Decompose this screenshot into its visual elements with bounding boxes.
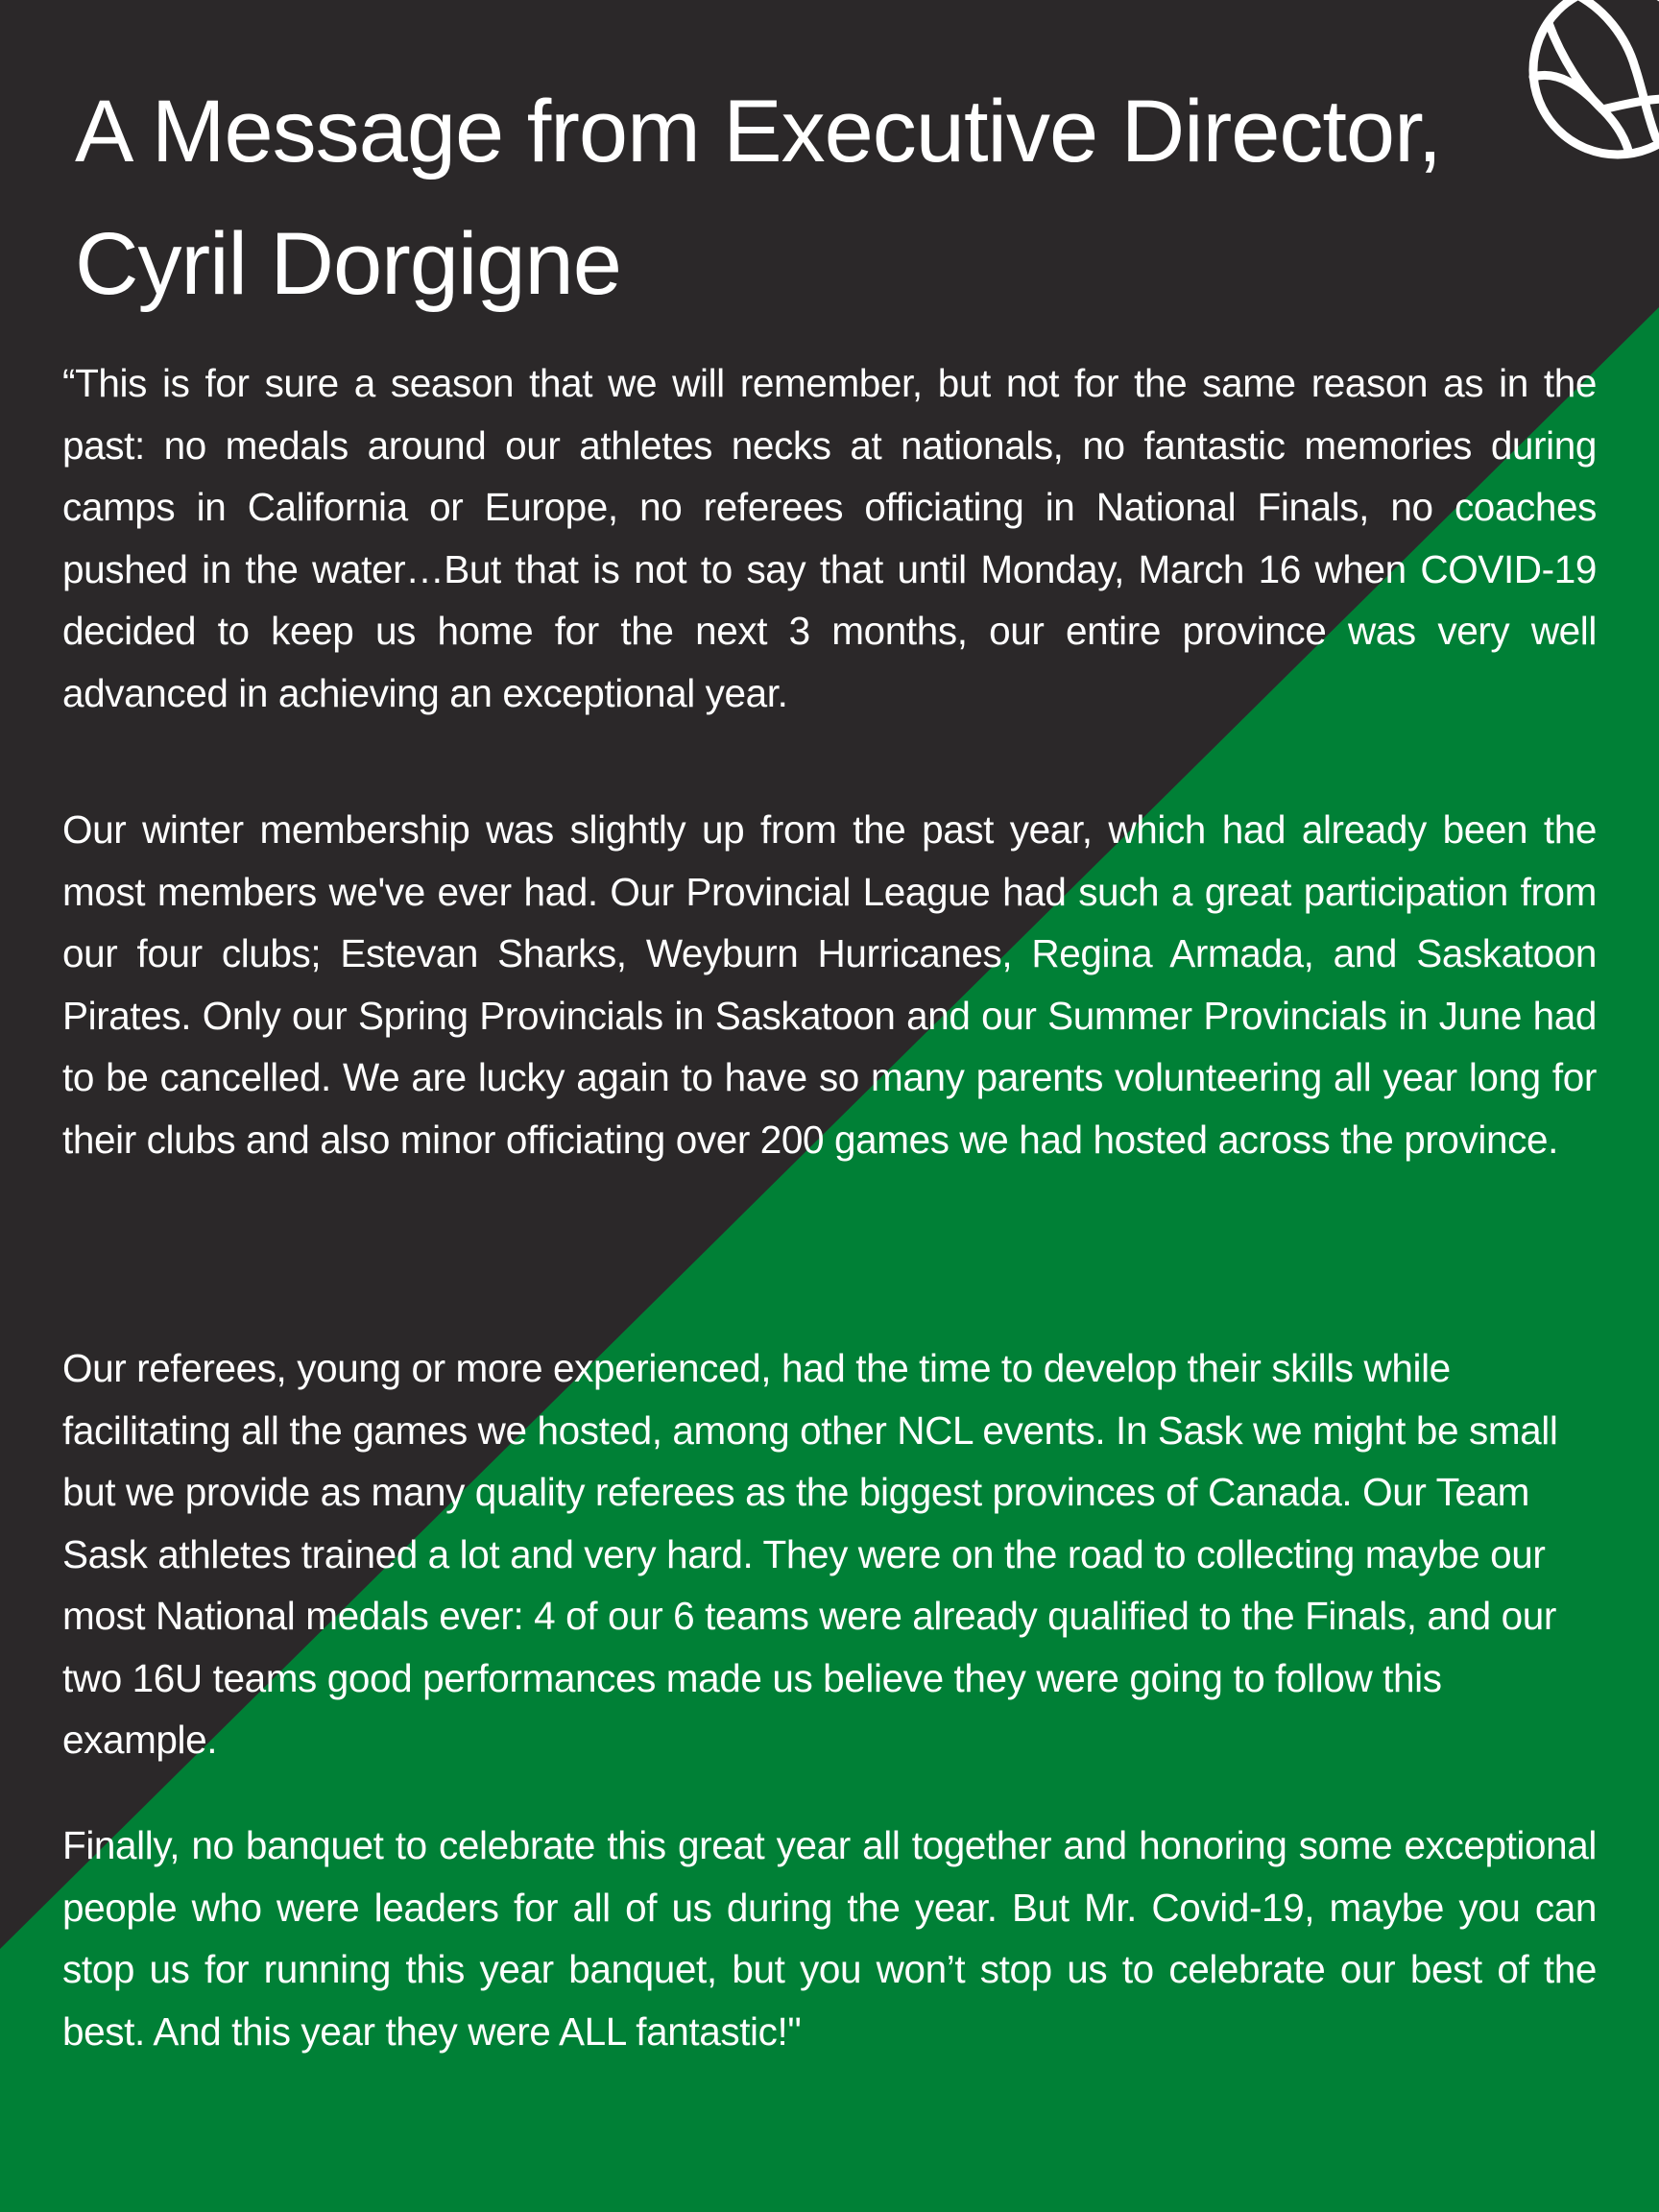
- volleyball-icon: [1512, 0, 1659, 186]
- message-paragraph-2: Our winter membership was slightly up from the past year, which had already been the most members we've ever had. Our Provincial League had such a great participation from our four clubs; Estevan Sharks, Weyburn Hurricanes, Regina Armada, and Saskatoon Pirates. Only our Spring Provincials in Saskatoon and our Summer Provincials in June had to be cancelled. We are lucky again to have so many parents volunteering all year long for their clubs and also minor officiating over 200 games we had hosted across the province.: [62, 807, 1597, 1162]
- title-line-1: A Message from Executive Director,: [75, 83, 1442, 180]
- message-paragraph-1: “This is for sure a season that we will remember, but not for the same reason as in the past: no medals around our athletes necks at nationals, no fantastic memories during camps in California or Europe, no referees officiating in National Finals, no coaches pushed in the water…But that is not to say that until Monday, March 16 when COVID-19 decided to keep us home for the next 3 months, our entire province was very well advanced in achieving an exceptional year.: [62, 361, 1597, 715]
- message-paragraph-3: Our referees, young or more experienced, had the time to develop their skills while facilitating all the games we hosted, among other NCL events. In Sask we might be small but we provide as many quality referees as the biggest provinces of Canada. Our Team Sask athletes trained a lot and very hard. They were on the road to collecting maybe our most National medals ever: 4 of our 6 teams were already qualified to the Finals, and our two 16U teams good performances made us believe they were going to follow this example.: [62, 1346, 1558, 1762]
- page-title: [75, 65, 1553, 330]
- message-paragraph-4: Finally, no banquet to celebrate this great year all together and honoring some exceptional people who were leaders for all of us during the year. But Mr. Covid-19, maybe you can stop us for running this year banquet, but you won’t stop us to celebrate our best of the best. And this year they were ALL fantastic!": [62, 1823, 1597, 2054]
- title-line-2: Cyril Dorgigne: [75, 215, 621, 313]
